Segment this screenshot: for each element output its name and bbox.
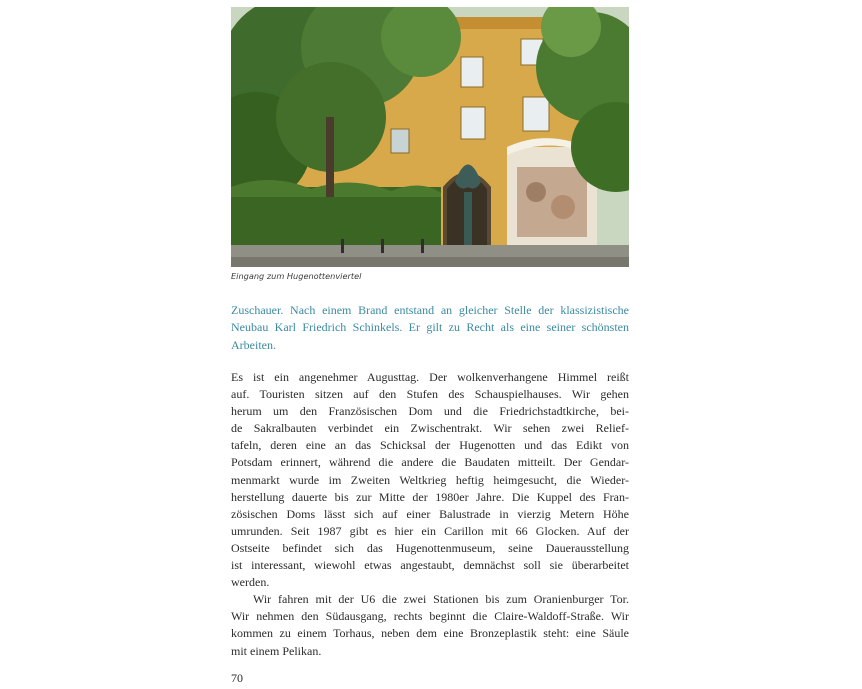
body-line: ist interessant, wiewohl etwas angestaubt, demnächst soll sie überarbeitet	[231, 558, 629, 573]
body-line: auf. Touristen sitzen auf den Stufen des Schauspielhauses. Wir gehen	[231, 387, 629, 402]
body-line: mit einem Pelikan.	[231, 643, 322, 658]
page-number: 70	[231, 671, 243, 685]
highlight-line: Neubau Karl Friedrich Schinkels. Er gilt zu Recht als eine seiner schönsten	[231, 320, 629, 335]
body-line: Ostseite befindet sich das Hugenottenmuseum, seine Dauerausstellung	[231, 540, 629, 555]
body-line: menmarkt wurde im Zweiten Weltkrieg heftig heimgesucht, die Wieder-	[231, 472, 629, 487]
body-text	[231, 369, 629, 660]
photo-illustration	[231, 7, 629, 267]
body-line: Potsdam erinnert, während die andere die Baudaten mitteilt. Der Gendar-	[231, 455, 629, 470]
body-line: Es ist ein angenehmer Augusttag. Der wolkenverhangene Himmel reißt	[231, 370, 629, 384]
highlight-line: Arbeiten.	[231, 337, 276, 352]
highlight-line: Zuschauer. Nach einem Brand entstand an gleicher Stelle der klassizistische	[231, 303, 629, 317]
body-line: Wir nehmen den Südausgang, rechts beginnt die Claire-Waldoff-Straße. Wir	[231, 609, 629, 624]
body-line: herum um den Französischen Dom und die Friedrichstadtkirche, bei-	[231, 404, 629, 419]
photo-entrance-huguenot-quarter	[231, 7, 629, 267]
body-line: herstellung dauerte bis zur Mitte der 1980er Jahre. Die Kuppel des Fran-	[231, 489, 629, 504]
body-line: kommen zu einem Torhaus, neben dem eine Bronzeplastik steht: eine Säule	[231, 626, 629, 641]
body-line: Wir fahren mit der U6 die zwei Stationen bis zum Oranienburger Tor.	[253, 592, 629, 607]
body-line: tafeln, deren eine an das Schicksal der Hugenotten und das Edikt von	[231, 438, 629, 453]
highlight-paragraph	[231, 302, 629, 354]
body-line: de Sakralbauten verbindet ein Zwischentrakt. Wir sehen zwei Relief-	[231, 421, 629, 436]
body-line: zösischen Doms lässt sich auf einer Balustrade in vierzig Metern Höhe	[231, 506, 629, 521]
photo-caption: Eingang zum Hugenottenviertel	[231, 271, 362, 281]
body-line: umrunden. Seit 1987 gibt es hier ein Carillon mit 66 Glocken. Auf der	[231, 523, 629, 538]
body-line: werden.	[231, 575, 270, 590]
